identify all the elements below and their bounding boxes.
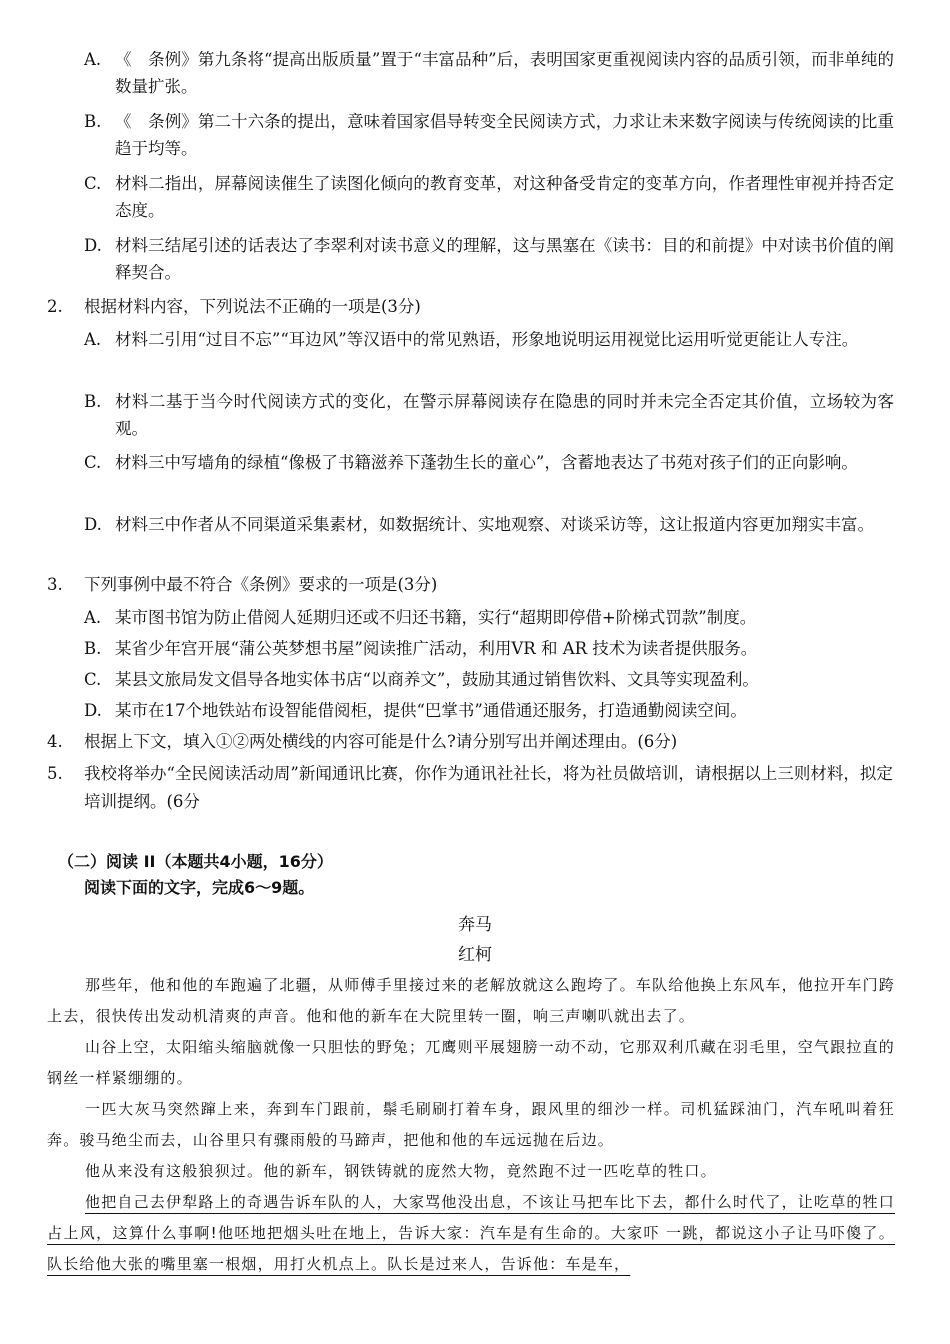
option-text: 材料三中写墙角的绿植“像极了书籍滋养下蓬勃生长的童心”，含蓄地表达了书苑对孩子们的正向影响。 (115, 453, 858, 472)
option-text: 材料三结尾引述的话表达了李翠利对读书意义的理解，这与黑塞在《读书：目的和前提》中对读书价值的阐释契合。 (115, 236, 894, 282)
question-text: 根据上下文，填入①②两处横线的内容可能是什么?请分别写出并阐述理由。(6分) (84, 732, 678, 751)
section-instruction: 阅读下面的文字，完成6～9题。 (84, 878, 315, 897)
q3-option-a (84, 604, 894, 631)
q3-option-b (84, 635, 894, 662)
question-text: 根据材料内容，下列说法不正确的一项是(3分) (84, 297, 421, 316)
option-letter: A. (84, 330, 102, 349)
q1-option-a (84, 46, 894, 100)
option-text: 材料二引用“过目不忘”“耳边风”等汉语中的常见熟语，形象地说明运用视觉比运用听觉更能让人专注。 (115, 330, 859, 349)
option-text: 材料二基于当今时代阅读方式的变化，在警示屏幕阅读存在隐患的同时并未完全否定其价值，立场较为客观。 (115, 392, 894, 438)
story-paragraph: 一匹大灰马突然蹿上来，奔到车门跟前，鬃毛刷刷打着车身，跟风里的细沙一样。司机猛踩油门，汽车吼叫着狂奔。骏马绝尘而去，山谷里只有骤雨般的马蹄声，把他和他的车远远抛在后边。 (47, 1100, 895, 1149)
story-paragraph-underlined: 他把自己去伊犁路上的奇遇告诉车队的人，大家骂他没出息，不该让马把车比下去，都什么时代了，让吃草的牲口占上风，这算什么事啊!他呸地把烟头吐在地上，告诉大家：汽车是有生命的。大家吓 一跳，都说这小子让马吓傻了。队长给他大张的嘴里塞一根烟，用打火机点上。队长是过来人，告诉他：车是车， (47, 1193, 896, 1273)
option-letter: C. (84, 174, 102, 193)
option-text: 材料二指出，屏幕阅读催生了读图化倾向的教育变革，对这种备受肯定的变革方向，作者理性审视并持否定态度。 (115, 174, 894, 220)
q2-option-a (84, 326, 894, 353)
question-5 (47, 760, 895, 816)
option-letter: C. (84, 453, 102, 472)
story-author: 红柯 (458, 945, 492, 965)
option-text: 某市图书馆为防止借阅人延期归还或不归还书籍，实行“超期即停借+阶梯式罚款”制度。 (115, 608, 757, 627)
question-text: 我校将举办“全民阅读活动周”新闻通讯比赛，你作为通讯社社长，将为社员做培训，请根据以上三则材料，拟定培训提纲。(6分 (84, 764, 893, 811)
q2-option-d (84, 511, 894, 538)
option-letter: A. (84, 50, 102, 69)
question-4 (47, 728, 895, 756)
question-number: 5. (47, 764, 63, 783)
option-letter: C. (84, 670, 102, 689)
question-2 (47, 293, 895, 321)
q3-option-c (84, 666, 894, 693)
question-3 (47, 571, 895, 599)
option-letter: D. (84, 236, 102, 255)
option-letter: B. (84, 392, 102, 411)
story-paragraph: 他从来没有这般狼狈过。他的新车，钢铁铸就的庞然大物，竟然跑不过一匹吃草的牲口。 (85, 1162, 717, 1180)
option-text: 某省少年宫开展“蒲公英梦想书屋”阅读推广活动，利用VR 和 AR 技术为读者提供服务。 (115, 639, 758, 658)
option-letter: B. (84, 112, 102, 131)
section-title: （二）阅读 II（本题共4小题，16分） (58, 852, 333, 871)
option-text: 《 条例》第二十六条的提出，意味着国家倡导转变全民阅读方式，力求让未来数字阅读与传统阅读的比重趋于均等。 (115, 112, 894, 158)
question-text: 下列事例中最不符合《条例》要求的一项是(3分) (84, 575, 438, 594)
option-text: 某市在17个地铁站布设智能借阅柜，提供“巴掌书”通借通还服务，打造通勤阅读空间。 (115, 701, 747, 720)
story-paragraph: 山谷上空，太阳缩头缩脑就像一只胆怯的野兔；兀鹰则平展翅膀一动不动，它那双利爪藏在羽毛里，空气跟拉直的钢丝一样紧绷绷的。 (47, 1038, 896, 1087)
q2-option-b (84, 388, 894, 442)
question-number: 3. (47, 575, 63, 594)
q2-option-c (84, 449, 894, 476)
question-number: 4. (47, 732, 63, 751)
option-text: 《 条例》第九条将“提高出版质量”置于“丰富品种”后，表明国家更重视阅读内容的品质引领，而非单纯的数量扩张。 (115, 50, 894, 96)
option-letter: D. (84, 515, 102, 534)
option-letter: B. (84, 639, 102, 658)
q1-option-c (84, 170, 894, 224)
story-paragraph: 那些年，他和他的车跑遍了北疆，从师傅手里接过来的老解放就这么跑垮了。车队给他换上东风车，他拉开车门跨上去，很快传出发动机清爽的声音。他和他的新车在大院里转一圈，响三声喇叭就出去了。 (47, 976, 896, 1025)
option-text: 材料三中作者从不同渠道采集素材，如数据统计、实地观察、对谈采访等，这让报道内容更加翔实丰富。 (115, 515, 874, 534)
q1-option-d (84, 232, 894, 286)
option-letter: D. (84, 701, 102, 720)
q3-option-d (84, 697, 894, 724)
q1-option-b (84, 108, 894, 162)
option-text: 某县文旅局发文倡导各地实体书店“以商养文”，鼓励其通过销售饮料、文具等实现盈利。 (115, 670, 759, 689)
option-letter: A. (84, 608, 102, 627)
question-number: 2. (47, 297, 63, 316)
story-title: 奔马 (458, 915, 492, 935)
